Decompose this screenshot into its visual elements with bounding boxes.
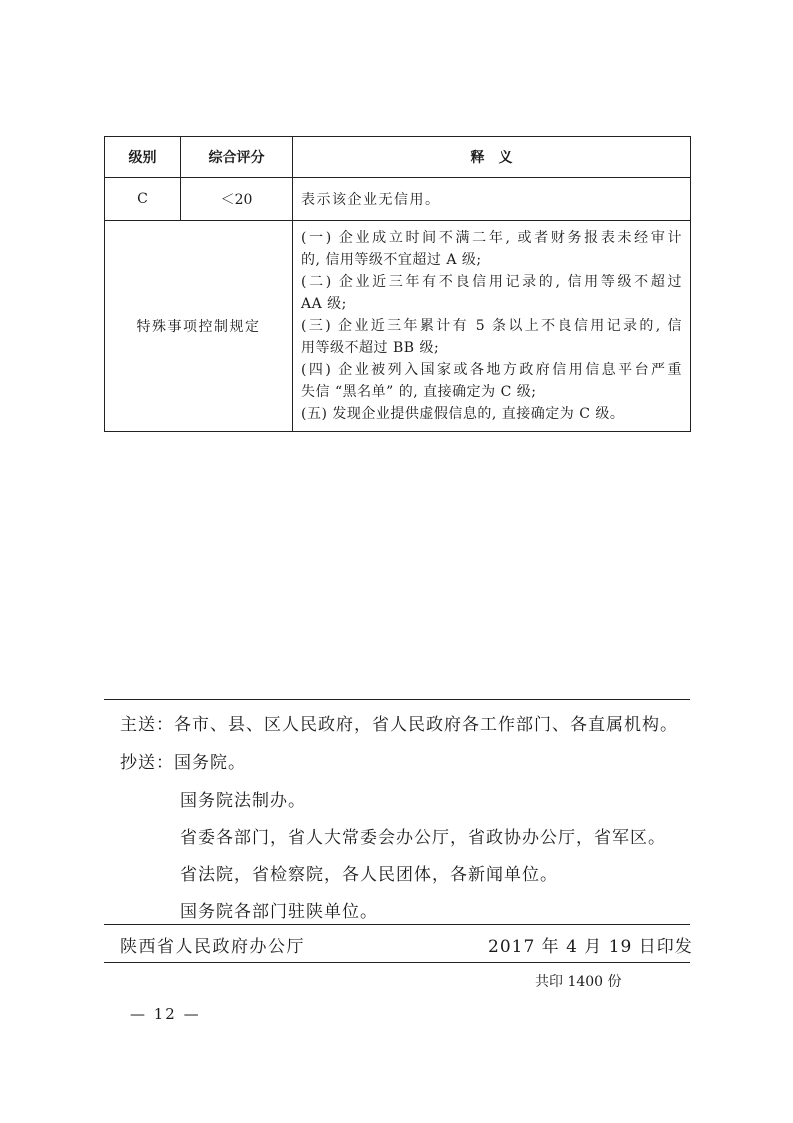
table-row — [105, 178, 691, 221]
main-send-line: 主送：各市、县、区人民政府，省人民政府各工作部门、各直属机构。 — [120, 715, 678, 735]
issuer-name: 陕西省人民政府办公厅 — [120, 937, 305, 957]
distribution-top-rule — [104, 699, 690, 700]
special-rule-line: (三) 企业近三年累计有 5 条以上不良信用记录的, 信 — [301, 318, 682, 334]
special-rule-line: (一) 企业成立时间不满二年, 或者财务报表未经审计 — [301, 230, 682, 246]
copy-recipient-line: 省法院，省检察院，各人民团体，各新闻单位。 — [180, 865, 558, 885]
cell-score: ＜20 — [181, 178, 293, 221]
footer-top-rule — [104, 924, 690, 925]
copy-recipient-line: 省委各部门，省人大常委会办公厅，省政协办公厅，省军区。 — [180, 828, 666, 848]
cell-meaning: 表示该企业无信用。 — [293, 178, 691, 221]
special-rule-line: AA 级; — [301, 296, 347, 312]
print-count: 共印 1400 份 — [535, 974, 622, 990]
special-rule-line: 失信 “黑名单” 的, 直接确定为 C 级; — [301, 384, 537, 400]
special-rule-line: 用等级不超过 BB 级; — [301, 340, 440, 356]
special-rule-line: (五) 发现企业提供虚假信息的, 直接确定为 C 级。 — [301, 406, 625, 422]
credit-rating-table — [104, 136, 691, 432]
table-row-special — [105, 221, 691, 432]
copy-recipient-line: 国务院法制办。 — [180, 791, 306, 811]
page-number: — 12 — — [130, 1005, 201, 1023]
cell-level: C — [105, 178, 181, 221]
special-rule-line: (二) 企业近三年有不良信用记录的, 信用等级不超过 — [301, 274, 682, 290]
copy-send-line: 抄送：国务院。 — [120, 753, 246, 773]
footer-bottom-rule — [104, 962, 690, 963]
header-score: 综合评分 — [181, 137, 293, 178]
special-rules-label: 特殊事项控制规定 — [105, 221, 293, 432]
special-rule-line: 的, 信用等级不宜超过 A 级; — [301, 252, 482, 268]
copy-recipient-line: 国务院各部门驻陕单位。 — [180, 902, 378, 922]
special-rule-line: (四) 企业被列入国家或各地方政府信用信息平台严重 — [301, 362, 682, 378]
special-rules-list — [293, 221, 691, 432]
table-header-row — [105, 137, 691, 178]
header-meaning: 释 义 — [293, 137, 691, 178]
header-level: 级别 — [105, 137, 181, 178]
issue-date: 2017 年 4 月 19 日印发 — [488, 937, 693, 957]
